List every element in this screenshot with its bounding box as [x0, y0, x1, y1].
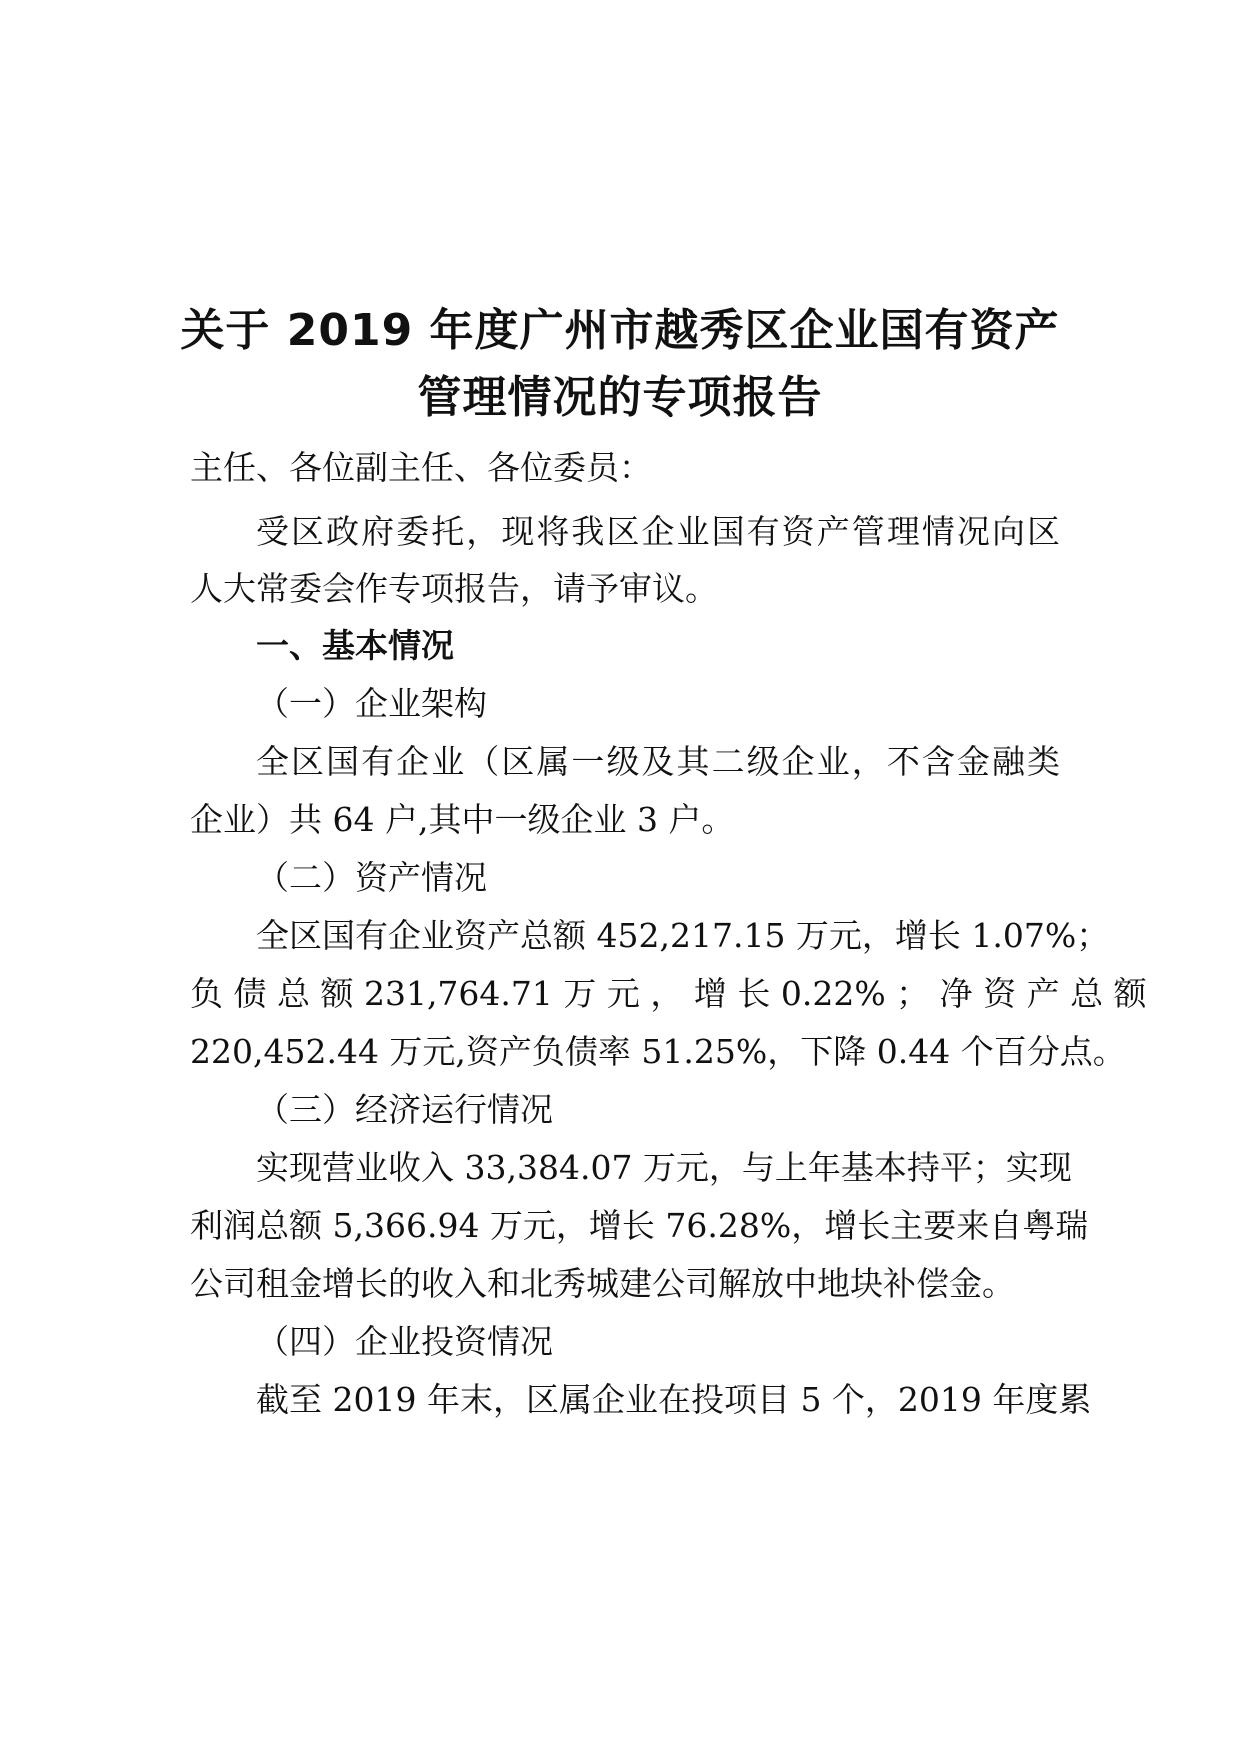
- assets-line-2: 负 债 总 额 231,764.71 万 元 ， 增 长 0.22% ； 净 资 产 总 额: [190, 974, 1147, 1013]
- assets-line-3: 220,452.44 万元,资产负债率 51.25%，下降 0.44 个百分点。: [190, 1032, 1126, 1071]
- enterprise-structure-line-2: 企业）共 64 户,其中一级企业 3 户。: [190, 800, 735, 839]
- subsection-heading-enterprise-structure: （一）企业架构: [256, 684, 487, 723]
- economic-operation-line-3: 公司租金增长的收入和北秀城建公司解放中地块补偿金。: [190, 1264, 1015, 1303]
- assets-line-1: 全区国有企业资产总额 452,217.15 万元，增长 1.07%；: [256, 916, 1110, 955]
- section-heading-basic-situation: 一、基本情况: [256, 626, 454, 665]
- subsection-heading-economic-operation: （三）经济运行情况: [256, 1090, 553, 1129]
- report-title-line-1: 关于 2019 年度广州市越秀区企业国有资产: [180, 305, 1060, 356]
- economic-operation-line-2: 利润总额 5,366.94 万元，增长 76.28%，增长主要来自粤瑞: [190, 1206, 1089, 1245]
- intro-paragraph-line-2: 人大常委会作专项报告，请予审议。: [190, 569, 718, 608]
- report-title-line-2: 管理情况的专项报告: [417, 372, 823, 423]
- intro-paragraph-line-1: 受区政府委托，现将我区企业国有资产管理情况向区: [256, 512, 1060, 551]
- subsection-heading-assets: （二）资产情况: [256, 858, 487, 897]
- subsection-heading-investment: （四）企业投资情况: [256, 1322, 553, 1361]
- economic-operation-line-1: 实现营业收入 33,384.07 万元，与上年基本持平；实现: [256, 1148, 1072, 1187]
- enterprise-structure-line-1: 全区国有企业（区属一级及其二级企业，不含金融类: [256, 742, 1060, 781]
- investment-line-1: 截至 2019 年末，区属企业在投项目 5 个，2019 年度累: [256, 1380, 1092, 1419]
- salutation: 主任、各位副主任、各位委员：: [190, 448, 652, 487]
